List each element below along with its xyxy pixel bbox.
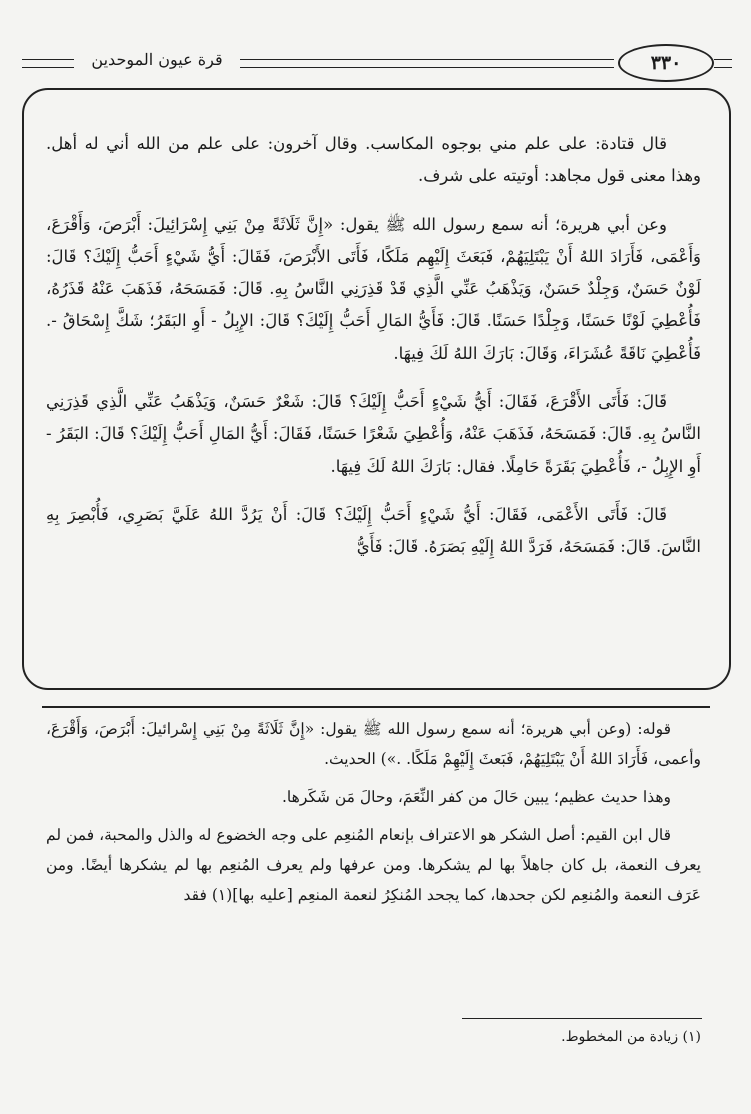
commentary-paragraph-1: قوله: (وعن أبي هريرة؛ أنه سمع رسول الله ﷺ يقول: «إِنَّ ثَلَاثَةً مِنْ بَنِي إِسْرائيلَ: أَبْرَصَ، وَأَقْرَعَ، وأعمى، فَأَرَادَ اللهُ أَنْ يَبْتَلِيَهُمْ، فَبَعثَ إِلَيْهِمْ مَلَكًا. .») الحديث. <box>46 720 701 768</box>
footnote: (١) زيادة من المخطوط. <box>561 1029 701 1045</box>
matn-paragraph-3: قَالَ: فَأَتَى الأَقْرَعَ، فَقَالَ: أَيُّ شَيْءٍ أَحَبُّ إِلَيْكَ؟ قَالَ: شَعْرٌ حَسَنٌ، وَيَذْهَبُ عَنِّي الَّذِي قَذِرَنِي النَّاسُ بِهِ. قَالَ: فَمَسَحَهُ، فَذَهَبَ عَنْهُ، وَأُعْطِيَ شَعْرًا حَسَنًا، فَقَالَ: أَيُّ المَالِ أَحَبُّ إِلَيْكَ؟ قَالَ: البَقَرُ - أَوِ الإِبِلُ -، فَأُعْطِيَ بَقَرَةً حَامِلًا. فقال: بَارَكَ اللهُ لَكَ فِيهَا. <box>46 392 701 476</box>
page-number: ٣٣٠ <box>618 44 714 82</box>
footnote-divider <box>462 1018 702 1019</box>
header-rule-middle <box>240 59 614 68</box>
header-rule-left <box>22 59 74 68</box>
matn-paragraph-1: قال قتادة: على علم مني بوجوه المكاسب. وقال آخرون: على علم من الله أني له أهل. وهذا معنى قول مجاهد: أوتيته على شرف. <box>46 134 701 186</box>
section-divider <box>42 706 710 708</box>
commentary-text <box>46 714 701 910</box>
matn-paragraph-2: وعن أبي هريرة؛ أنه سمع رسول الله ﷺ يقول: «إِنَّ ثَلَاثَةً مِنْ بَنِي إِسْرَائِيلَ: أَبْرَصَ، وَأَقْرَعَ، وَأَعْمَى، فَأَرَادَ اللهُ أَنْ يَبْتَلِيَهُمْ، فَبَعَثَ إِلَيْهِم مَلَكًا، فَأَتَى الأَبْرَصَ، فَقَالَ: أَيُّ شَيْءٍ أَحَبُّ إِلَيْكَ؟ قَالَ: لَوْنٌ حَسَنٌ، وَجِلْدٌ حَسَنٌ، وَيَذْهَبُ عَنِّي الَّذِي قَدْ قَذِرَنِي النَّاسُ بِهِ. قَالَ: فَمَسَحَهُ، فَذَهَبَ عَنْهُ قَذَرُهُ، فَأُعْطِيَ لَوْنًا حَسَنًا، وَجِلْدًا حَسَنًا. قَالَ: فَأَيُّ المَالِ أَحَبُّ إِلَيْكَ؟ قَالَ: الإِبِلُ - أَوِ البَقَرُ؛ شَكَّ إِسْحَاقُ -. فَأُعْطِيَ نَاقَةً عُشَرَاءَ، وَقَالَ: بَارَكَ اللهُ لَكَ فِيهَا. <box>46 214 701 363</box>
page-header <box>18 38 733 88</box>
commentary-paragraph-2: وهذا حديث عظيم؛ يبين حَالَ من كفر النِّعَمَ، وحالَ مَن شَكَرها. <box>282 788 671 806</box>
header-rule-right <box>714 59 732 68</box>
matn-text <box>46 128 701 580</box>
commentary-paragraph-3: قال ابن القيم: أصل الشكر هو الاعتراف بإنعام المُنعِم على وجه الخضوع له والذل والمحبة، فمن لم يعرف النعمة، بل كان جاهلاً بها لم يشكرها. ومن عرفها ولم يعرف المُنعِم بها لم يشكرها أيضًا. ومن عَرَف النعمة والمُنعِم لكن جحدها، كما يجحد المُنكِرُ لنعمة المنعِم [عليه بها](١) فقد <box>46 826 701 904</box>
matn-paragraph-4: قَالَ: فَأَتَى الأَعْمَى، فَقَالَ: أَيُّ شَيْءٍ أَحَبُّ إِلَيْكَ؟ قَالَ: أَنْ يَرُدَّ اللهُ عَلَيَّ بَصَرِي، فَأُبْصِرَ بِهِ النَّاسَ. قَالَ: فَمَسَحَهُ، فَرَدَّ اللهُ إِلَيْهِ بَصَرَهُ. قَالَ: فَأَيُّ <box>46 504 701 557</box>
running-title: قرة عيون الموحدين <box>91 50 223 69</box>
